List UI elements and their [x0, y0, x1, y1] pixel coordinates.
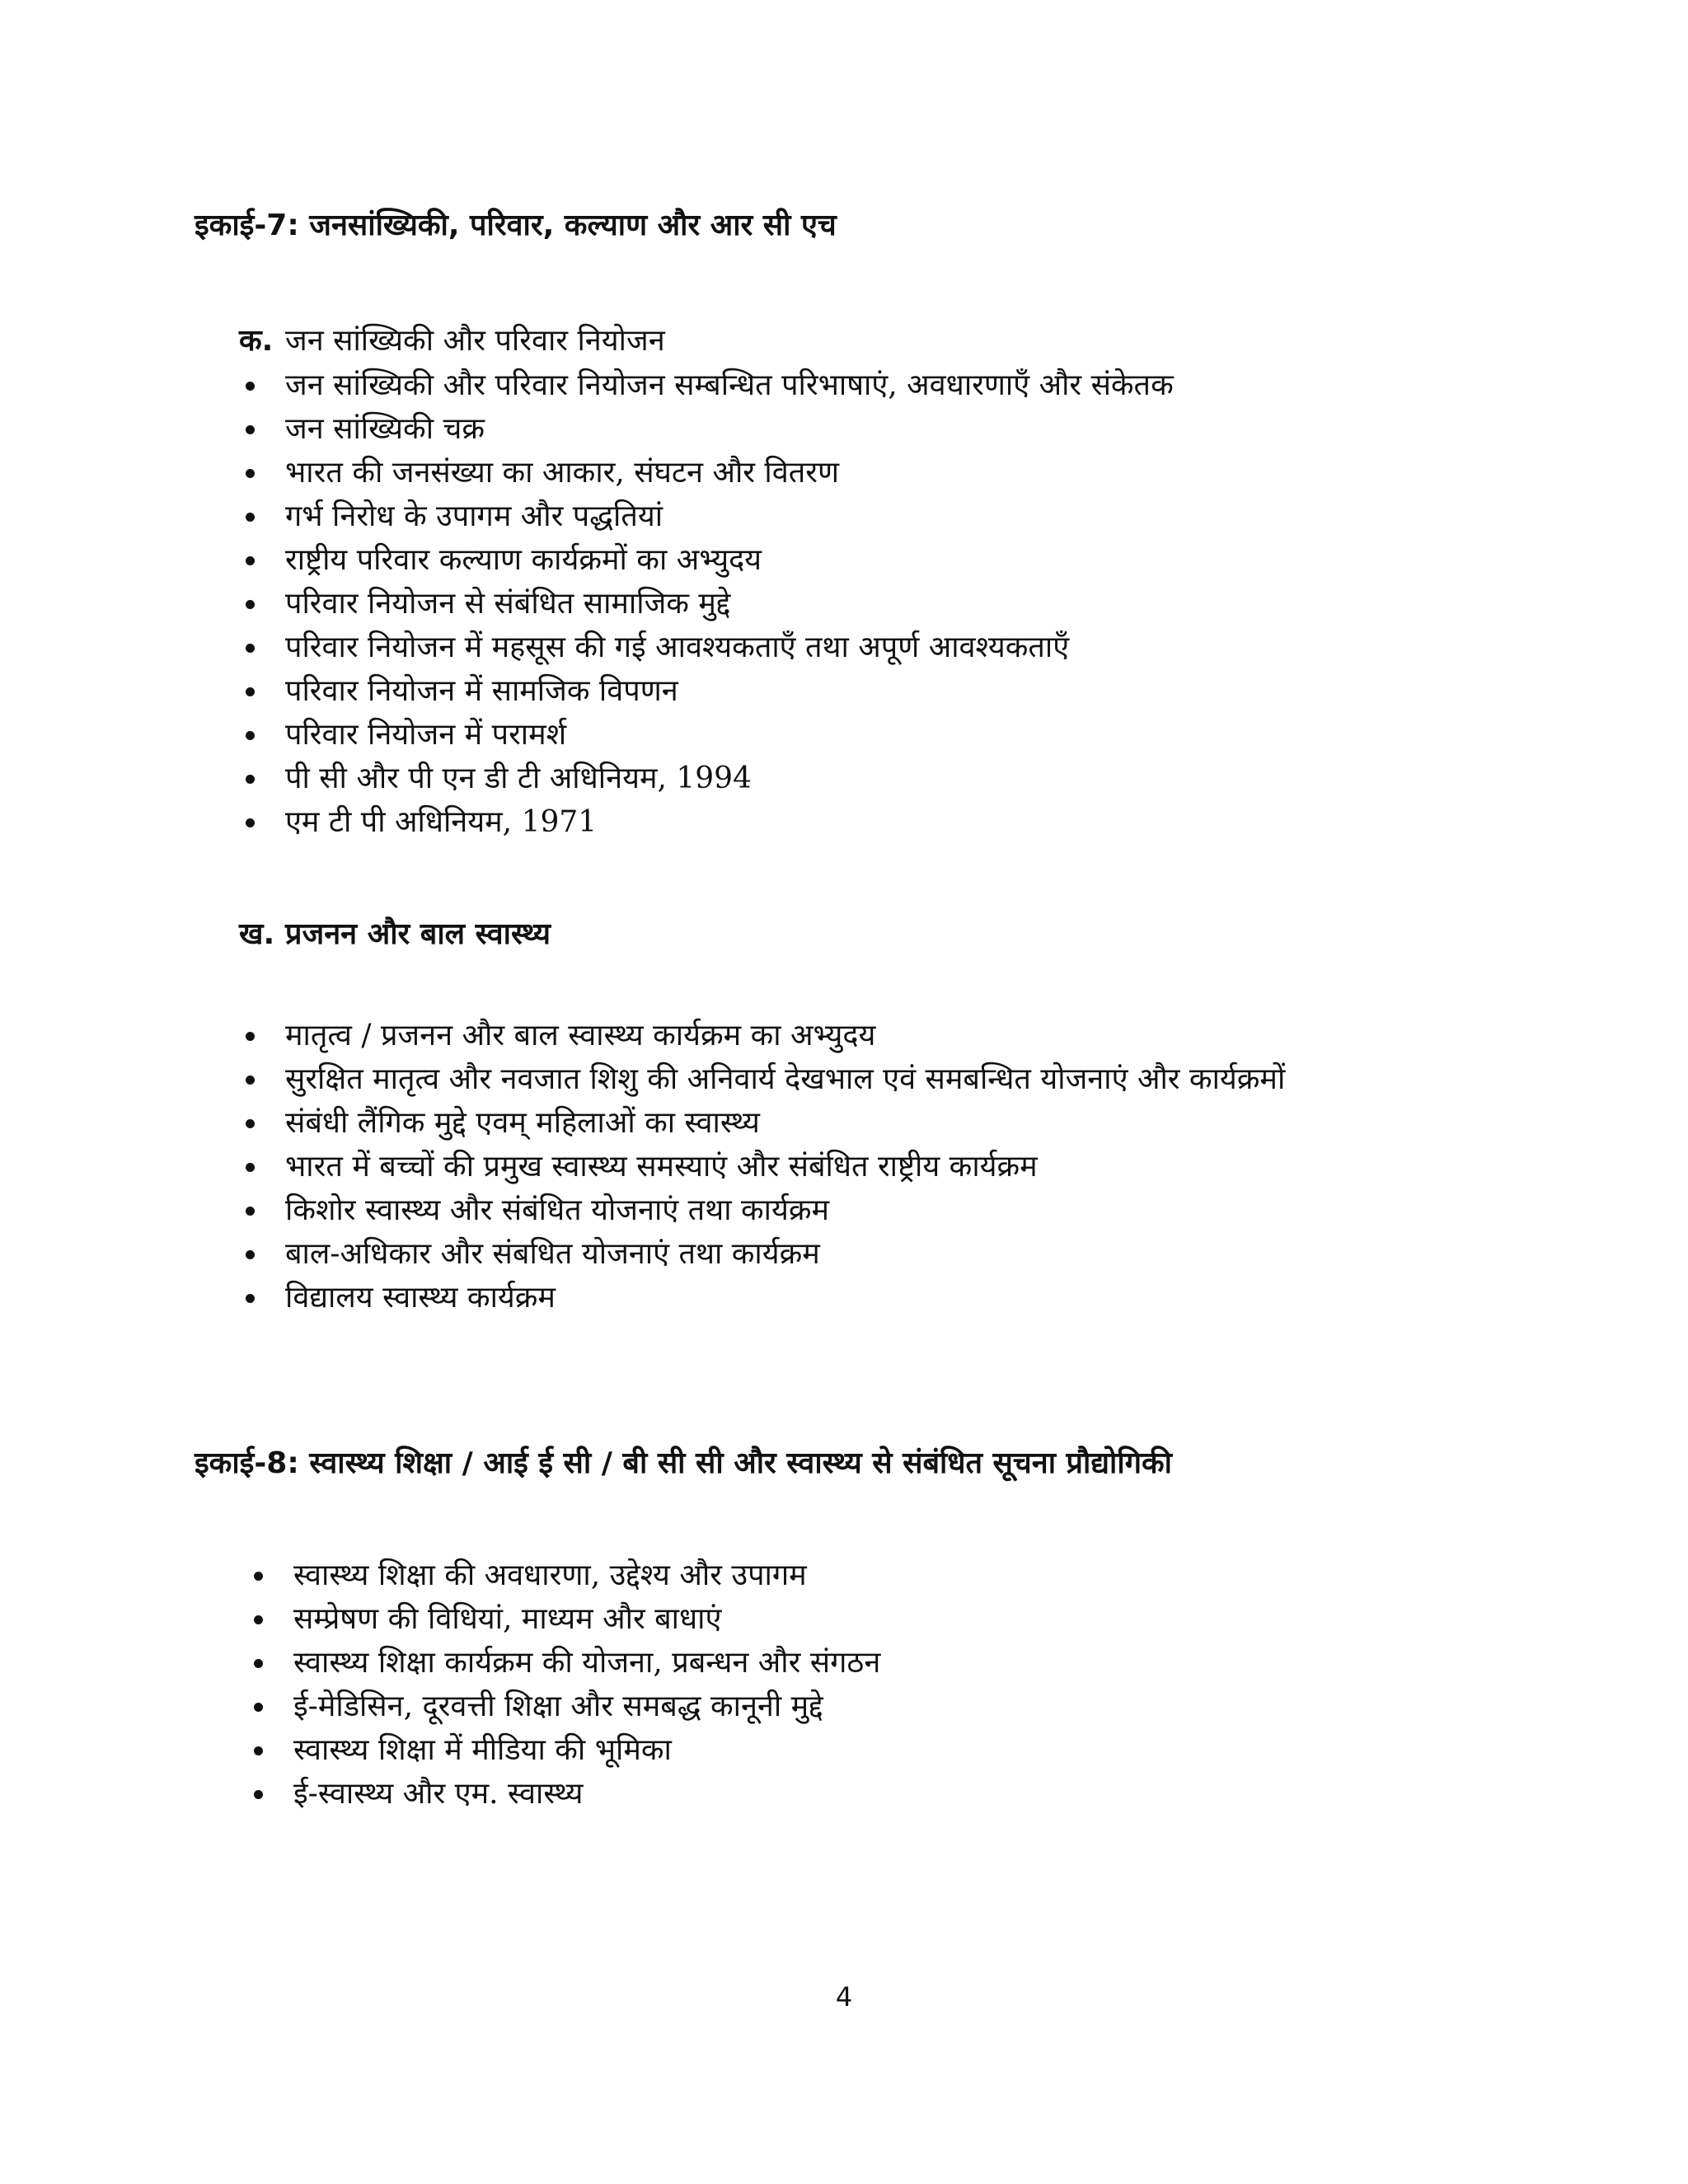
- list-item: किशोर स्वास्थ्य और संबंधित योजनाएं तथा कार्यक्रम: [239, 1188, 1285, 1232]
- list-item: परिवार नियोजन में परामर्श: [239, 713, 1174, 757]
- list-item: परिवार नियोजन में महसूस की गई आवश्यकताएँ तथा अपूर्ण आवश्यकताएँ: [239, 626, 1174, 669]
- unit-8-list: [247, 1554, 880, 1816]
- bullet-icon: [254, 1615, 263, 1624]
- bullet-icon: [246, 1076, 255, 1085]
- list-item: जन सांख्यिकी चक्र: [239, 407, 1174, 451]
- list-item: पी सी और पी एन डी टी अधिनियम, 1994: [239, 757, 1174, 800]
- bullet-icon: [246, 556, 255, 565]
- bullet-icon: [246, 1119, 255, 1128]
- list-item: स्वास्थ्य शिक्षा कार्यक्रम की योजना, प्रबन्धन और संगठन: [247, 1641, 880, 1685]
- list-item: स्वास्थ्य शिक्षा में मीडिया की भूमिका: [247, 1728, 880, 1772]
- list-item: ई-स्वास्थ्य और एम. स्वास्थ्य: [247, 1772, 880, 1816]
- bullet-icon: [254, 1790, 263, 1799]
- section-b-heading: [239, 915, 551, 954]
- list-item: ई-मेडिसिन, दूरवत्ती शिक्षा और समबद्ध कानूनी मुद्दे: [247, 1685, 880, 1728]
- bullet-icon: [246, 600, 255, 609]
- bullet-icon: [246, 1032, 255, 1041]
- list-item: राष्ट्रीय परिवार कल्याण कार्यक्रमों का अभ्युदय: [239, 538, 1174, 582]
- section-a-title: जन सांख्यिकी और परिवार नियोजन: [285, 324, 665, 358]
- bullet-icon: [246, 1294, 255, 1303]
- bullet-icon: [254, 1703, 263, 1712]
- section-b-list: [239, 1014, 1285, 1319]
- bullet-icon: [246, 1250, 255, 1259]
- section-a-marker: क.: [239, 324, 274, 358]
- bullet-icon: [246, 687, 255, 696]
- section-a-list: [239, 363, 1174, 844]
- list-item: बाल-अधिकार और संबधित योजनाएं तथा कार्यक्रम: [239, 1232, 1285, 1276]
- bullet-icon: [254, 1659, 263, 1668]
- bullet-icon: [246, 1207, 255, 1216]
- bullet-icon: [246, 469, 255, 478]
- list-item: सम्प्रेषण की विधियां, माध्यम और बाधाएं: [247, 1597, 880, 1641]
- section-b-title: प्रजनन और बाल स्वास्थ्य: [285, 917, 551, 951]
- list-item: स्वास्थ्य शिक्षा की अवधारणा, उद्देश्य और उपागम: [247, 1554, 880, 1597]
- bullet-icon: [254, 1746, 263, 1755]
- bullet-icon: [246, 382, 255, 391]
- list-item: भारत में बच्चों की प्रमुख स्वास्थ्य समस्याएं और संबंधित राष्ट्रीय कार्यक्रम: [239, 1145, 1285, 1188]
- list-item: भारत की जनसंख्या का आकार, संघटन और वितरण: [239, 451, 1174, 494]
- bullet-icon: [246, 1163, 255, 1172]
- list-item: संबंधी लैंगिक मुद्दे एवम् महिलाओं का स्वास्थ्य: [239, 1101, 1285, 1145]
- page-number: 4: [835, 1981, 853, 2013]
- bullet-icon: [246, 775, 255, 784]
- bullet-icon: [246, 644, 255, 653]
- list-item: एम टी पी अधिनियम, 1971: [239, 800, 1174, 844]
- bullet-icon: [246, 425, 255, 434]
- bullet-icon: [246, 513, 255, 522]
- bullet-icon: [246, 731, 255, 740]
- list-item: मातृत्व / प्रजनन और बाल स्वास्थ्य कार्यक्रम का अभ्युदय: [239, 1014, 1285, 1057]
- unit-8-heading: इकाई-8: स्वास्थ्य शिक्षा / आई ई सी / बी सी सी और स्वास्थ्य से संबंधित सूचना प्रौद्योगिकी: [195, 1446, 1172, 1480]
- section-b-marker: ख.: [239, 917, 275, 951]
- list-item: जन सांख्यिकी और परिवार नियोजन सम्बन्धित परिभाषाएं, अवधारणाएँ और संकेतक: [239, 363, 1174, 407]
- list-item: सुरक्षित मातृत्व और नवजात शिशु की अनिवार्य देखभाल एवं समबन्धित योजनाएं और कार्यक्रमों: [239, 1057, 1285, 1101]
- list-item: परिवार नियोजन से संबंधित सामाजिक मुद्दे: [239, 582, 1174, 626]
- list-item: गर्भ निरोध के उपागम और पद्धतियां: [239, 494, 1174, 538]
- list-item: परिवार नियोजन में सामजिक विपणन: [239, 669, 1174, 713]
- list-item: विद्यालय स्वास्थ्य कार्यक्रम: [239, 1276, 1285, 1319]
- section-a-heading: [239, 321, 665, 361]
- bullet-icon: [246, 818, 255, 827]
- bullet-icon: [254, 1572, 263, 1581]
- unit-7-heading: इकाई-7: जनसांख्यिकी, परिवार, कल्याण और आर सी एच: [195, 209, 837, 242]
